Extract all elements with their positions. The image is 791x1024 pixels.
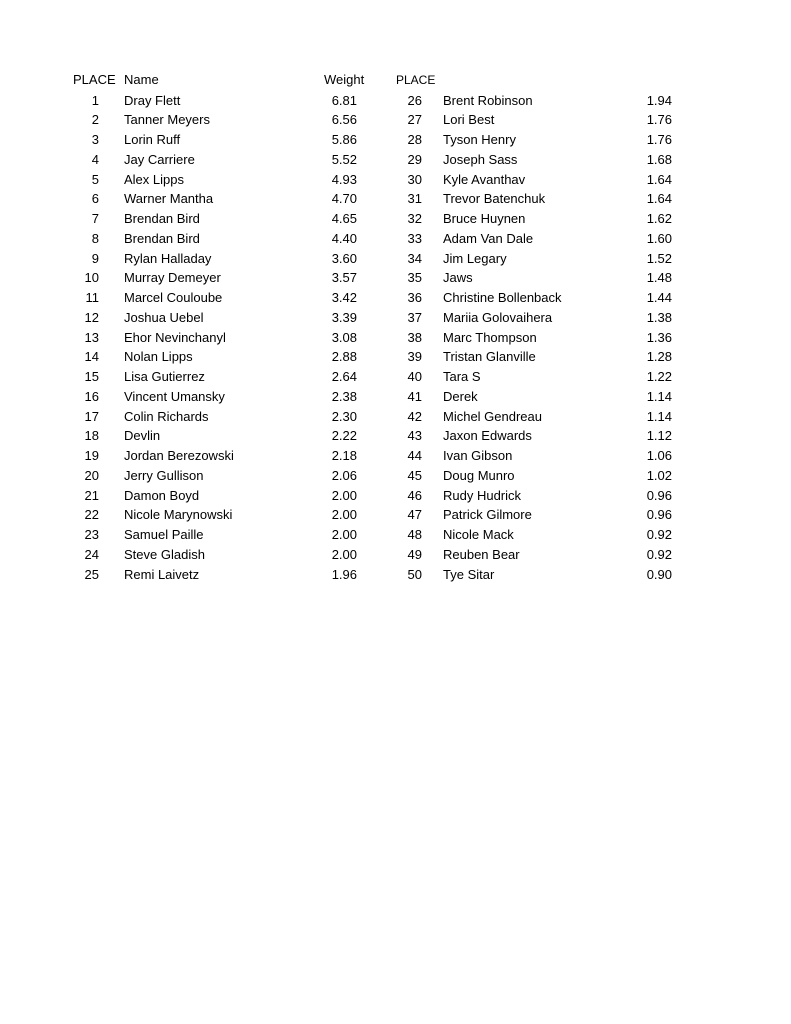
left-place: 20 <box>84 467 99 483</box>
right-name: Ivan Gibson <box>443 448 513 463</box>
right-place: 41 <box>407 388 422 404</box>
left-place: 25 <box>84 566 99 582</box>
left-place: 1 <box>91 92 99 108</box>
table-row <box>0 387 791 407</box>
table-row <box>0 525 791 545</box>
left-place: 22 <box>84 507 99 523</box>
right-place: 39 <box>407 349 422 365</box>
left-name: Jay Carriere <box>124 151 195 167</box>
right-weight: 0.92 <box>646 546 672 562</box>
left-place: 4 <box>91 151 99 167</box>
right-name: Jim Legary <box>443 250 507 266</box>
right-place: 27 <box>407 112 422 128</box>
table-row <box>0 170 791 190</box>
left-weight: 5.52 <box>331 151 357 167</box>
table-row <box>0 505 791 525</box>
table-row <box>0 110 791 130</box>
right-place: 48 <box>407 527 422 542</box>
right-place: 31 <box>407 191 422 207</box>
left-name: Colin Richards <box>124 408 209 424</box>
left-name: Brendan Bird <box>124 211 200 226</box>
left-name: Remi Laivetz <box>124 566 200 582</box>
right-place: 32 <box>407 211 422 226</box>
right-weight: 1.06 <box>646 448 672 463</box>
right-place: 34 <box>407 250 422 266</box>
right-name: Lori Best <box>443 112 495 128</box>
right-place: 38 <box>407 329 422 345</box>
left-name: Jordan Berezowski <box>124 448 234 463</box>
right-weight: 1.12 <box>646 428 672 444</box>
left-name: Devlin <box>124 428 161 444</box>
right-place: 49 <box>407 546 422 562</box>
right-name: Tyson Henry <box>443 132 516 147</box>
weight-header: Weight <box>324 72 365 87</box>
left-place: 21 <box>84 487 99 503</box>
left-name: Alex Lipps <box>124 171 184 187</box>
right-place: 35 <box>407 270 422 286</box>
left-weight: 4.70 <box>331 191 357 207</box>
left-weight: 2.00 <box>331 487 357 503</box>
table-row <box>0 209 791 229</box>
left-name: Lisa Gutierrez <box>124 369 205 384</box>
right-weight: 1.52 <box>646 250 672 266</box>
left-weight: 2.22 <box>331 428 357 444</box>
right-weight: 0.92 <box>646 527 672 542</box>
right-weight: 1.76 <box>646 132 672 147</box>
right-name: Patrick Gilmore <box>443 507 532 523</box>
right-place: 33 <box>407 230 422 246</box>
table-row <box>0 486 791 506</box>
right-weight: 0.90 <box>646 566 672 582</box>
right-weight: 1.60 <box>646 230 672 246</box>
right-weight: 1.62 <box>646 211 672 226</box>
table-row <box>0 466 791 486</box>
table-row <box>0 189 791 209</box>
left-weight: 6.56 <box>331 112 357 128</box>
left-weight: 3.60 <box>331 250 357 266</box>
right-name: Joseph Sass <box>443 151 518 167</box>
table-row <box>0 249 791 269</box>
left-weight: 2.00 <box>331 507 357 523</box>
left-name: Brendan Bird <box>124 230 200 246</box>
left-place: 7 <box>91 211 99 226</box>
left-weight: 3.57 <box>331 270 357 286</box>
right-name: Marc Thompson <box>443 329 537 345</box>
right-place: 29 <box>407 151 422 167</box>
right-name: Michel Gendreau <box>443 408 542 424</box>
left-weight: 3.42 <box>331 290 357 305</box>
left-place: 15 <box>84 369 99 384</box>
right-place: 30 <box>407 171 422 187</box>
left-name: Joshua Uebel <box>124 309 204 325</box>
table-row <box>0 347 791 367</box>
left-place: 14 <box>84 349 99 365</box>
right-place: 46 <box>407 487 422 503</box>
right-weight: 1.36 <box>646 329 672 345</box>
left-place: 2 <box>91 112 99 128</box>
left-place: 24 <box>84 546 99 562</box>
left-weight: 6.81 <box>331 92 357 108</box>
right-name: Tara S <box>443 369 481 384</box>
left-weight: 4.65 <box>331 211 357 226</box>
right-weight: 1.28 <box>646 349 672 365</box>
right-weight: 1.22 <box>646 369 672 384</box>
left-name: Warner Mantha <box>124 191 214 207</box>
right-weight: 1.44 <box>646 290 672 305</box>
right-weight: 1.76 <box>646 112 672 128</box>
table-row <box>0 426 791 446</box>
right-weight: 1.64 <box>646 171 672 187</box>
table-row <box>0 91 791 111</box>
table-row <box>0 288 791 308</box>
right-name: Rudy Hudrick <box>443 487 522 503</box>
right-weight: 1.64 <box>646 191 672 207</box>
left-place: 17 <box>84 408 99 424</box>
left-weight: 2.00 <box>331 546 357 562</box>
left-place: 16 <box>84 388 99 404</box>
left-place: 6 <box>91 191 99 207</box>
left-place: 18 <box>84 428 99 444</box>
right-place: 43 <box>407 428 422 444</box>
left-name: Jerry Gullison <box>124 467 204 483</box>
place-header-left: PLACE <box>73 72 116 87</box>
right-name: Mariia Golovaihera <box>443 309 553 325</box>
left-place: 23 <box>84 527 99 542</box>
left-name: Tanner Meyers <box>124 112 210 128</box>
table-row <box>0 367 791 387</box>
left-weight: 2.88 <box>331 349 357 365</box>
left-place: 11 <box>85 290 99 305</box>
right-name: Trevor Batenchuk <box>443 191 546 207</box>
right-weight: 0.96 <box>646 487 672 503</box>
left-place: 12 <box>84 309 99 325</box>
table-row <box>0 545 791 565</box>
left-place: 8 <box>91 230 99 246</box>
right-weight: 1.02 <box>646 467 672 483</box>
right-place: 42 <box>407 408 422 424</box>
right-place: 45 <box>407 467 422 483</box>
left-name: Dray Flett <box>124 92 181 108</box>
right-place: 47 <box>407 507 422 523</box>
left-weight: 2.64 <box>331 369 357 384</box>
right-place: 44 <box>407 448 422 463</box>
left-weight: 3.39 <box>331 309 357 325</box>
right-name: Jaws <box>443 270 473 286</box>
right-name: Tristan Glanville <box>443 349 536 365</box>
right-name: Jaxon Edwards <box>443 428 532 444</box>
left-place: 9 <box>91 250 99 266</box>
table-row <box>0 229 791 249</box>
left-place: 10 <box>84 270 99 286</box>
right-weight: 0.96 <box>646 507 672 523</box>
right-name: Tye Sitar <box>443 566 495 582</box>
right-place: 40 <box>407 369 422 384</box>
table-row <box>0 407 791 427</box>
left-name: Lorin Ruff <box>124 132 181 147</box>
table-row <box>0 268 791 288</box>
table-row <box>0 150 791 170</box>
table-row <box>0 565 791 585</box>
right-weight: 1.38 <box>646 309 672 325</box>
table-row <box>0 328 791 348</box>
place-header-right: PLACE <box>396 73 436 87</box>
right-weight: 1.94 <box>646 92 672 108</box>
left-name: Vincent Umansky <box>124 388 225 404</box>
left-weight: 4.40 <box>331 230 357 246</box>
table-row <box>0 446 791 466</box>
right-weight: 1.14 <box>646 388 672 404</box>
right-place: 36 <box>407 290 422 305</box>
right-weight: 1.48 <box>646 270 672 286</box>
left-name: Steve Gladish <box>124 546 205 562</box>
left-place: 3 <box>91 132 99 147</box>
right-name: Doug Munro <box>443 467 515 483</box>
right-weight: 1.14 <box>646 408 672 424</box>
table-row <box>0 308 791 328</box>
left-place: 5 <box>91 171 99 187</box>
right-name: Bruce Huynen <box>443 211 526 226</box>
right-place: 28 <box>407 132 422 147</box>
left-name: Nolan Lipps <box>124 349 193 365</box>
left-weight: 2.00 <box>331 527 357 542</box>
right-place: 26 <box>407 92 422 108</box>
left-name: Damon Boyd <box>124 487 200 503</box>
right-name: Nicole Mack <box>443 527 514 542</box>
right-name: Christine Bollenback <box>443 290 562 305</box>
table-row <box>0 130 791 150</box>
left-name: Murray Demeyer <box>124 270 221 286</box>
left-place: 19 <box>84 448 99 463</box>
left-weight: 2.18 <box>331 448 357 463</box>
left-weight: 2.06 <box>331 467 357 483</box>
right-name: Kyle Avanthav <box>443 171 526 187</box>
left-weight: 4.93 <box>331 171 357 187</box>
left-name: Nicole Marynowski <box>124 507 233 523</box>
right-name: Derek <box>443 388 478 404</box>
right-name: Brent Robinson <box>443 92 533 108</box>
left-name: Samuel Paille <box>124 527 204 542</box>
left-weight: 1.96 <box>331 566 357 582</box>
left-place: 13 <box>84 329 99 345</box>
left-weight: 3.08 <box>331 329 357 345</box>
right-place: 50 <box>407 566 422 582</box>
left-name: Ehor Nevinchanyl <box>124 329 226 345</box>
left-weight: 2.38 <box>331 388 357 404</box>
left-name: Marcel Couloube <box>124 290 223 305</box>
left-weight: 5.86 <box>331 132 357 147</box>
right-place: 37 <box>407 309 422 325</box>
name-header: Name <box>124 72 159 87</box>
right-name: Reuben Bear <box>443 546 520 562</box>
left-weight: 2.30 <box>331 408 357 424</box>
left-name: Rylan Halladay <box>124 250 212 266</box>
right-weight: 1.68 <box>646 151 672 167</box>
right-name: Adam Van Dale <box>443 230 534 246</box>
